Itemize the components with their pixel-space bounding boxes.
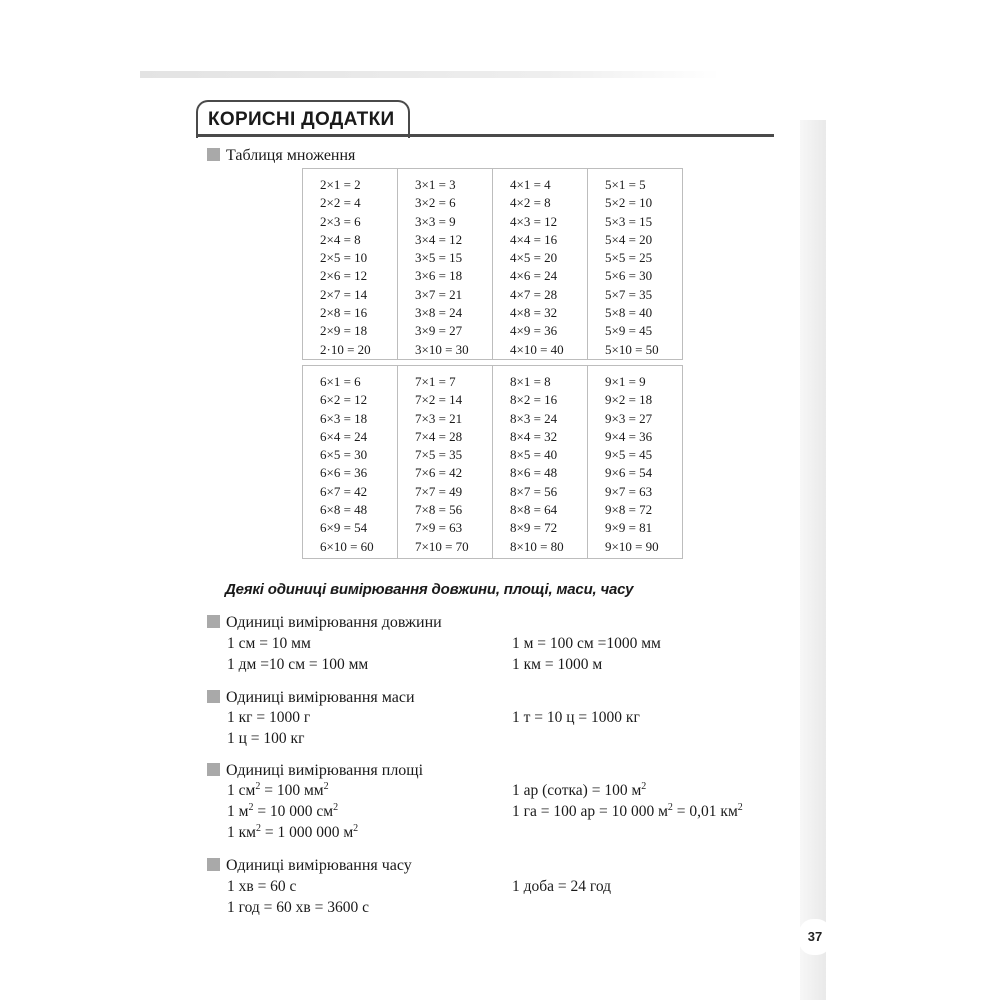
table-equation: 6×9 = 54	[320, 520, 368, 536]
table-equation: 9×3 = 27	[605, 410, 653, 426]
multiplication-title	[207, 147, 355, 165]
table-equation: 8×2 = 16	[510, 392, 558, 408]
table-column-5	[588, 169, 682, 359]
table-equation: 7×6 = 42	[415, 465, 463, 481]
area-left-2	[227, 802, 338, 821]
table-equation: 3×7 = 21	[415, 286, 463, 302]
table-equation: 8×3 = 24	[510, 410, 558, 426]
table-equation: 4×8 = 32	[510, 305, 558, 321]
time-right-1: 1 доба = 24 год	[512, 878, 612, 895]
table-equation: 7×2 = 14	[415, 392, 463, 408]
table-equation: 7×8 = 56	[415, 502, 463, 518]
table-equation: 7×7 = 49	[415, 483, 463, 499]
area-right-1	[512, 781, 646, 800]
table-equation: 4×3 = 12	[510, 213, 558, 229]
table-equation: 2×8 = 16	[320, 305, 368, 321]
mass-left-1: 1 кг = 1000 г	[227, 709, 311, 726]
units-subtitle: Деякі одиниці вимірювання довжини, площі, маси, часу	[225, 581, 634, 598]
area-title	[207, 762, 423, 780]
square-bullet-icon	[207, 858, 220, 871]
multiplication-title-text: Таблиця множення	[226, 147, 356, 164]
area-right-2-sup-a: 2	[667, 802, 673, 813]
table-equation: 4×9 = 36	[510, 323, 558, 339]
mass-left-2: 1 ц = 100 кг	[227, 730, 305, 747]
table-equation: 5×8 = 40	[605, 305, 653, 321]
table-equation: 4×7 = 28	[510, 286, 558, 302]
length-title-text: Одиниці вимірювання довжини	[226, 614, 442, 631]
table-equation: 5×6 = 30	[605, 268, 653, 284]
area-right-2-a: 1 га = 100 ар = 10 000 м	[512, 803, 668, 821]
mass-right-1: 1 т = 10 ц = 1000 кг	[512, 709, 640, 726]
table-equation: 2·10 = 20	[320, 341, 371, 357]
area-left-2-a: 1 м	[227, 803, 249, 821]
table-equation: 9×1 = 9	[605, 374, 646, 389]
heading-underline	[196, 134, 774, 137]
table-equation: 4×2 = 8	[510, 195, 551, 211]
table-equation: 4×1 = 4	[510, 177, 551, 192]
table-equation: 8×7 = 56	[510, 483, 558, 499]
table-equation: 3×8 = 24	[415, 305, 463, 321]
table-equation: 4×4 = 16	[510, 231, 558, 247]
area-right-2-sup-b: 2	[737, 802, 743, 813]
table-equation: 3×6 = 18	[415, 268, 463, 284]
table-column-6	[303, 366, 398, 558]
table-equation: 2×4 = 8	[320, 231, 361, 247]
table-column-8	[493, 366, 588, 558]
area-left-1-sup-a: 2	[255, 781, 261, 792]
table-equation: 2×9 = 18	[320, 323, 368, 339]
length-left-1: 1 см = 10 мм	[227, 635, 311, 652]
table-equation: 7×3 = 21	[415, 410, 463, 426]
section-heading: КОРИСНІ ДОДАТКИ	[196, 100, 410, 138]
square-bullet-icon	[207, 148, 220, 161]
area-left-3	[227, 823, 358, 842]
table-equation: 3×2 = 6	[415, 195, 456, 211]
table-equation: 6×5 = 30	[320, 447, 368, 463]
time-left-2: 1 год = 60 хв = 3600 с	[227, 899, 369, 916]
length-right-2: 1 км = 1000 м	[512, 656, 603, 673]
area-right-1-a: 1 ар (сотка) = 100 м	[512, 782, 642, 800]
area-left-2-sup-b: 2	[333, 802, 339, 813]
table-equation: 5×7 = 35	[605, 286, 653, 302]
area-left-2-sup-a: 2	[248, 802, 254, 813]
table-equation: 8×10 = 80	[510, 538, 564, 554]
table-equation: 4×6 = 24	[510, 268, 558, 284]
table-equation: 5×10 = 50	[605, 341, 659, 357]
table-equation: 6×1 = 6	[320, 374, 361, 389]
table-column-4	[493, 169, 588, 359]
table-equation: 8×4 = 32	[510, 428, 558, 444]
area-left-1-a: 1 см	[227, 782, 256, 800]
length-right-1: 1 м = 100 см =1000 мм	[512, 635, 661, 652]
table-equation: 6×4 = 24	[320, 428, 368, 444]
area-right-2	[512, 802, 743, 821]
time-title	[207, 857, 412, 875]
table-equation: 8×9 = 72	[510, 520, 558, 536]
table-equation: 7×5 = 35	[415, 447, 463, 463]
table-equation: 6×8 = 48	[320, 502, 368, 518]
table-equation: 5×5 = 25	[605, 250, 653, 266]
area-left-1-b: = 100 мм	[260, 782, 324, 800]
table-equation: 5×4 = 20	[605, 231, 653, 247]
table-equation: 4×10 = 40	[510, 341, 564, 357]
table-equation: 9×10 = 90	[605, 538, 659, 554]
table-equation: 7×4 = 28	[415, 428, 463, 444]
table-equation: 6×7 = 42	[320, 483, 368, 499]
table-equation: 9×5 = 45	[605, 447, 653, 463]
length-title	[207, 614, 442, 632]
area-right-1-sup-a: 2	[641, 781, 647, 792]
table-equation: 3×3 = 9	[415, 213, 456, 229]
table-equation: 3×4 = 12	[415, 231, 463, 247]
table-equation: 4×5 = 20	[510, 250, 558, 266]
area-left-3-b: = 1 000 000 м	[260, 824, 354, 842]
area-left-2-b: = 10 000 см	[253, 803, 334, 821]
square-bullet-icon	[207, 690, 220, 703]
table-equation: 9×8 = 72	[605, 502, 653, 518]
table-equation: 8×1 = 8	[510, 374, 551, 389]
page-edge-strip	[800, 120, 826, 1000]
table-equation: 9×7 = 63	[605, 483, 653, 499]
table-equation: 7×1 = 7	[415, 374, 456, 389]
area-left-3-sup-a: 2	[255, 823, 261, 834]
area-left-1-sup-b: 2	[323, 781, 329, 792]
table-equation: 9×4 = 36	[605, 428, 653, 444]
area-left-3-a: 1 км	[227, 824, 256, 842]
table-equation: 8×6 = 48	[510, 465, 558, 481]
table-column-2	[303, 169, 398, 359]
table-equation: 2×5 = 10	[320, 250, 368, 266]
table-equation: 6×3 = 18	[320, 410, 368, 426]
table-equation: 9×6 = 54	[605, 465, 653, 481]
table-equation: 6×10 = 60	[320, 538, 374, 554]
square-bullet-icon	[207, 763, 220, 776]
top-decorative-rule	[140, 71, 720, 78]
table-equation: 3×5 = 15	[415, 250, 463, 266]
mass-title	[207, 689, 415, 707]
table-equation: 9×2 = 18	[605, 392, 653, 408]
table-equation: 7×10 = 70	[415, 538, 469, 554]
table-equation: 2×7 = 14	[320, 286, 368, 302]
length-left-2: 1 дм =10 см = 100 мм	[227, 656, 369, 673]
table-equation: 5×1 = 5	[605, 177, 646, 192]
table-equation: 7×9 = 63	[415, 520, 463, 536]
table-equation: 5×3 = 15	[605, 213, 653, 229]
table-equation: 9×9 = 81	[605, 520, 653, 536]
table-equation: 5×2 = 10	[605, 195, 653, 211]
multiplication-table-6-9	[302, 365, 683, 559]
table-equation: 3×10 = 30	[415, 341, 469, 357]
table-equation: 6×6 = 36	[320, 465, 368, 481]
table-equation: 2×2 = 4	[320, 195, 361, 211]
area-title-text: Одиниці вимірювання площі	[226, 762, 424, 779]
page-number: 37	[799, 919, 831, 955]
time-left-1: 1 хв = 60 с	[227, 878, 297, 895]
multiplication-table-2-5	[302, 168, 683, 360]
mass-title-text: Одиниці вимірювання маси	[226, 689, 415, 706]
area-left-3-sup-b: 2	[353, 823, 359, 834]
table-equation: 2×1 = 2	[320, 177, 361, 192]
table-equation: 3×1 = 3	[415, 177, 456, 192]
table-equation: 3×9 = 27	[415, 323, 463, 339]
table-equation: 2×3 = 6	[320, 213, 361, 229]
table-equation: 8×8 = 64	[510, 502, 558, 518]
area-right-2-b: = 0,01 км	[672, 803, 738, 821]
table-column-7	[398, 366, 493, 558]
area-left-1	[227, 781, 329, 800]
square-bullet-icon	[207, 615, 220, 628]
table-equation: 6×2 = 12	[320, 392, 368, 408]
table-equation: 8×5 = 40	[510, 447, 558, 463]
table-equation: 5×9 = 45	[605, 323, 653, 339]
time-title-text: Одиниці вимірювання часу	[226, 857, 412, 874]
table-equation: 2×6 = 12	[320, 268, 368, 284]
table-column-3	[398, 169, 493, 359]
table-column-9	[588, 366, 682, 558]
